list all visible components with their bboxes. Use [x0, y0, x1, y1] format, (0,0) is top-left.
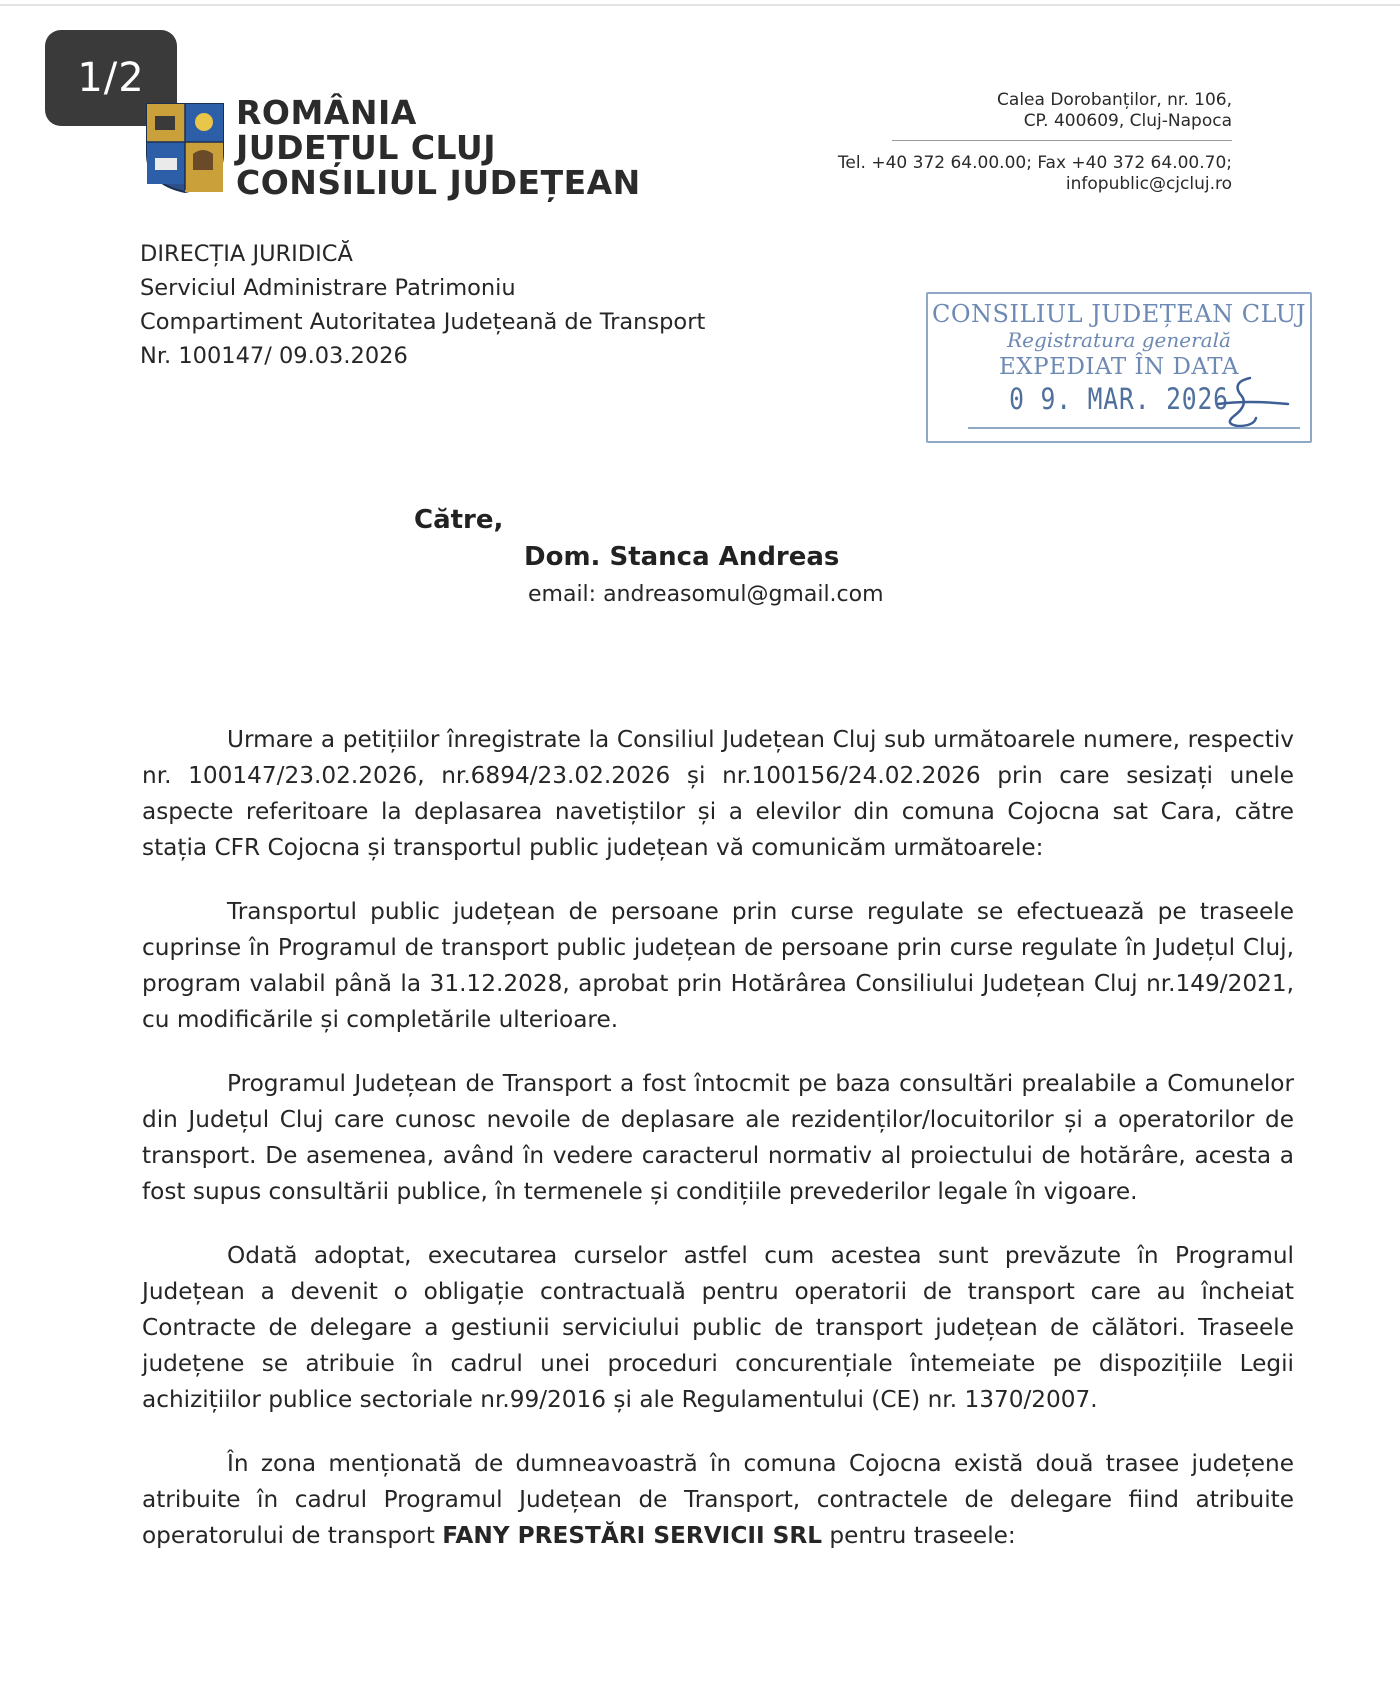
address-line-2: CP. 400609, Cluj-Napoca	[1023, 111, 1232, 131]
top-divider	[0, 4, 1400, 6]
addressee-label: Către,	[414, 505, 504, 535]
address-line-1: Calea Dorobanților, nr. 106,	[997, 90, 1232, 110]
letterhead-country: ROMÂNIA	[236, 93, 417, 132]
letterhead-title	[236, 95, 641, 200]
department-compartment: Compartiment Autoritatea Județeană de Transport	[140, 309, 706, 335]
page-counter-badge: 1/2	[45, 30, 177, 126]
paragraph-5	[142, 1446, 1294, 1554]
paragraph-4: Odată adoptat, executarea curselor astfel cum acestea sunt prevăzute în Programul Județean a devenit o obligație contractuală pentru operatorii de transport care au încheiat Contracte de delegare a gestiunii serviciului public de transport județean de călători. Traseele județene se atribuie în cadrul unei proceduri concurențiale întemeiate pe dispozițiile Legii achizițiilor publice sectoriale nr.99/2016 și ale Regulamentului (CE) nr. 1370/2007.	[142, 1242, 1294, 1413]
stamp-institution: CONSILIUL JUDEȚEAN CLUJ	[932, 300, 1306, 328]
letterhead-county: JUDEȚUL CLUJ	[236, 128, 496, 167]
signature-icon	[1210, 374, 1290, 434]
county-coat-of-arms-icon	[145, 102, 225, 194]
contact-divider	[892, 140, 1232, 141]
letter-body	[142, 722, 1294, 1582]
department-service: Serviciul Administrare Patrimoniu	[140, 275, 516, 301]
paragraph-2: Transportul public județean de persoane prin curse regulate se efectuează pe traseele cuprinse în Programul de transport public județean de persoane prin curse regulate în Județul Cluj, program valabil până la 31.12.2028, aprobat prin Hotărârea Consiliului Județean Cluj nr.149/2021, cu modificările și completările ulterioare.	[142, 898, 1294, 1033]
stamp-date: 0 9. MAR. 2026	[1009, 382, 1229, 416]
registry-stamp	[926, 292, 1312, 443]
addressee-name: Dom. Stanca Andreas	[524, 542, 840, 572]
paragraph-5-start: În zona menționată de dumneavoastră în comuna Cojocna există două trasee județene atribuite în cadrul Programul Județean de Transport, contractele de delegare fiind atribuite operatorului de transport	[142, 1450, 1294, 1549]
department-block	[140, 237, 705, 373]
operator-name: FANY PRESTĂRI SERVICII SRL	[442, 1522, 822, 1549]
department-directorate: DIRECȚIA JURIDICĂ	[140, 241, 353, 267]
paragraph-3: Programul Județean de Transport a fost întocmit pe baza consultări prealabile a Comunelor din Județul Cluj care cunosc nevoile de deplasare ale rezidenților/locuitorilor și a operatorilor de transport. De asemenea, având în vedere caracterul normativ al proiectului de hotărâre, acesta a fost supus consultării publice, în termenele și condițiile prevederilor legale în vigoare.	[142, 1070, 1294, 1205]
contact-block	[772, 90, 1232, 195]
letterhead-council: CONSILIUL JUDEȚEAN	[236, 163, 641, 202]
registration-number: Nr. 100147/ 09.03.2026	[140, 343, 408, 369]
paragraph-1: Urmare a petițiilor înregistrate la Consiliul Județean Cluj sub următoarele numere, respectiv nr. 100147/23.02.2026, nr.6894/23.02.2026 și nr.100156/24.02.2026 prin care sesizați unele aspecte referitoare la deplasarea navetiștilor și a elevilor din comuna Cojocna sat Cara, către stația CFR Cojocna și transportul public județean vă comunicăm următoarele:	[142, 726, 1294, 861]
stamp-baseline	[968, 427, 1300, 429]
phone-fax: Tel. +40 372 64.00.00; Fax +40 372 64.00.70;	[837, 153, 1232, 173]
paragraph-5-end: pentru traseele:	[822, 1522, 1016, 1549]
addressee-email: email: andreasomul@gmail.com	[528, 582, 884, 607]
contact-email: infopublic@cjcluj.ro	[1065, 174, 1232, 194]
stamp-registry: Registratura generală	[1007, 328, 1231, 352]
stamp-dispatched: EXPEDIAT ÎN DATA	[999, 354, 1239, 380]
